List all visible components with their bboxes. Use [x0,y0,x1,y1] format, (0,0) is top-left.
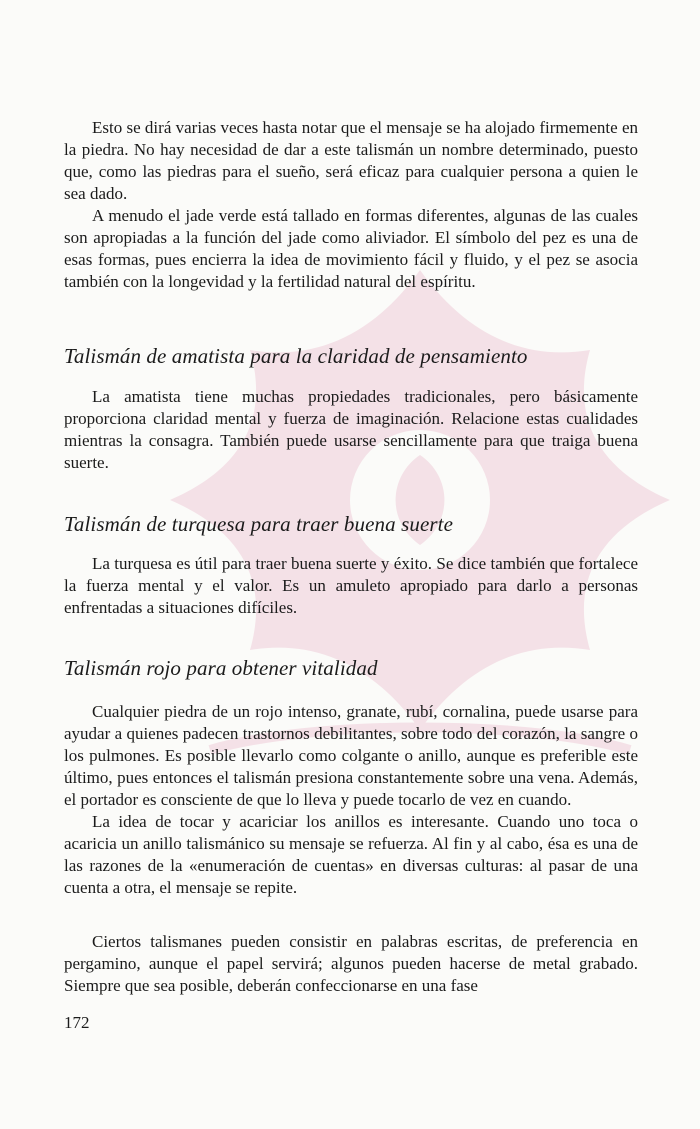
paragraph: La idea de tocar y acariciar los anillos es interesante. Cuando uno toca o acaricia un anillo talismánico su mensaje se refuerza. Al fin y al cabo, ésa es una de las razones de la «enumeración de cuentas» en diversas culturas: al pasar de una cuenta a otra, el mensaje se repite. [64,812,638,897]
paragraph: La turquesa es útil para traer buena suerte y éxito. Se dice también que fortalece la fuerza mental y el valor. Es un amuleto apropiado para darlo a personas enfrentadas a situaciones difíciles. [64,554,638,617]
section-heading-amethyst: Talismán de amatista para la claridad de pensamiento [64,344,528,368]
page-number: 172 [64,1013,90,1032]
amethyst-section [64,386,638,474]
paragraph: Ciertos talismanes pueden consistir en palabras escritas, de preferencia en pergamino, aunque el papel servirá; algunos pueden hacerse de metal grabado. Siempre que sea posible, deberán confeccionarse en una fase [64,932,638,995]
paragraph: Esto se dirá varias veces hasta notar que el mensaje se ha alojado firmemente en la piedra. No hay necesidad de dar a este talismán un nombre determinado, puesto que, como las piedras para el sueño, será eficaz para cualquier persona a quien le sea dado. [64,118,638,203]
paragraph: La amatista tiene muchas propiedades tradicionales, pero básicamente proporciona claridad mental y fuerza de imaginación. Relacione estas cualidades mientras la consagra. También puede usarse sencillamente para que traiga buena suerte. [64,387,638,472]
section-heading-turquoise: Talismán de turquesa para traer buena suerte [64,512,454,536]
paragraph: A menudo el jade verde está tallado en formas diferentes, algunas de las cuales son apropiadas a la función del jade como aliviador. El símbolo del pez es una de esas formas, pues encierra la idea de movimiento fácil y fluido, y el pez se asocia también con la longevidad y la fertilidad natural del espíritu. [64,206,638,291]
paragraph: Cualquier piedra de un rojo intenso, granate, rubí, cornalina, puede usarse para ayudar a quienes padecen trastornos debilitantes, sobre todo del corazón, la sangre o los pulmones. Es posible llevarlo como colgante o anillo, aunque es preferible este último, pues entonces el talismán presiona constantemente sobre una vena. Además, el portador es consciente de que lo lleva y puede tocarlo de vez en cuando. [64,702,638,809]
section-heading-red: Talismán rojo para obtener vitalidad [64,656,378,680]
closing-section [64,931,638,997]
intro-section [64,117,638,293]
red-section [64,701,638,899]
turquoise-section [64,553,638,619]
